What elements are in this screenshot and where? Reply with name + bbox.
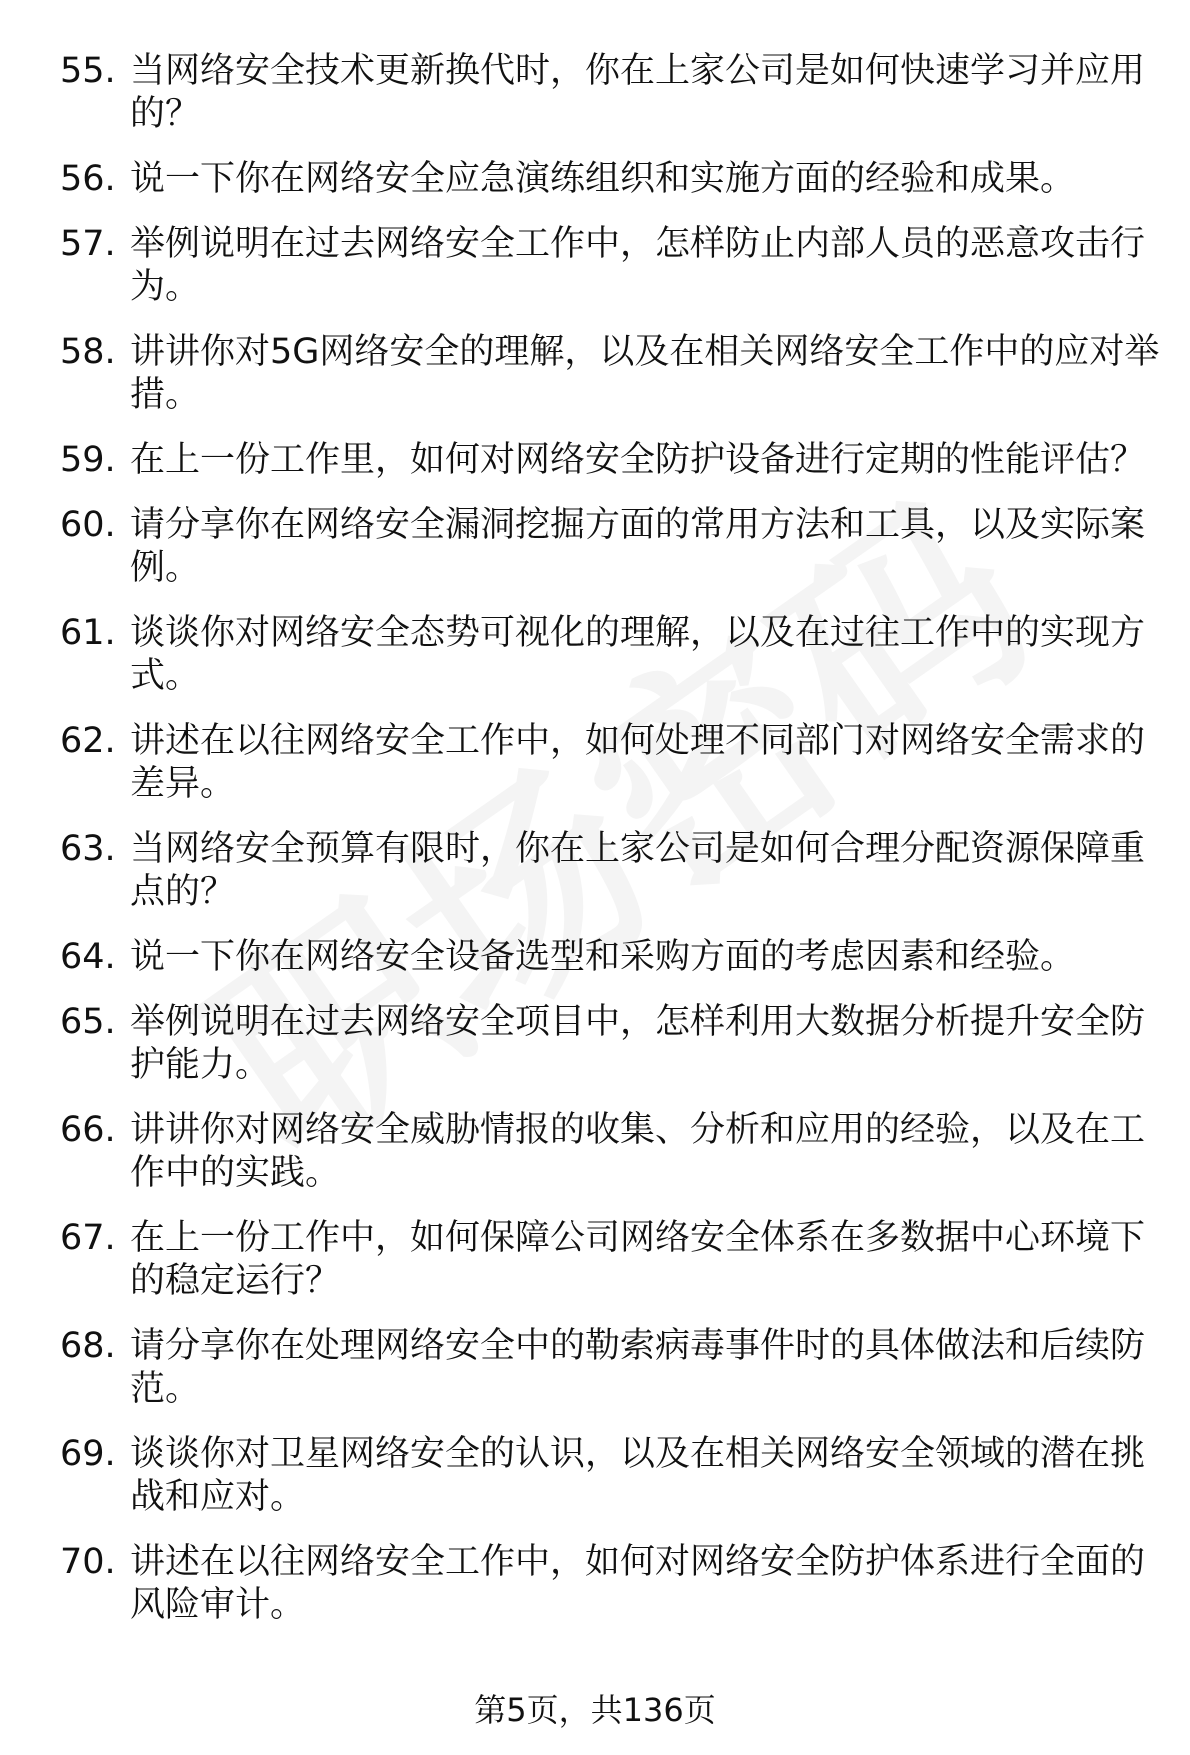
question-number: 62. — [60, 721, 116, 761]
question-text: 说一下你在网络安全设备选型和采购方面的考虑因素和经验。 — [130, 937, 1076, 977]
question-text: 讲讲你对5G网络安全的理解，以及在相关网络安全工作中的应对举措。 — [130, 332, 1160, 415]
question-item — [60, 1109, 1170, 1195]
question-number: 56. — [60, 159, 116, 199]
question-number: 59. — [60, 440, 116, 480]
question-number: 66. — [60, 1110, 116, 1150]
question-text: 举例说明在过去网络安全项目中，怎样利用大数据分析提升安全防护能力。 — [130, 1002, 1146, 1085]
question-item — [60, 223, 1170, 309]
question-number: 57. — [60, 224, 116, 264]
page-footer: 第5页，共136页 — [474, 1691, 716, 1729]
question-item — [60, 439, 1170, 482]
question-text: 讲述在以往网络安全工作中，如何对网络安全防护体系进行全面的风险审计。 — [130, 1542, 1146, 1625]
question-item — [60, 504, 1170, 590]
question-item — [60, 1217, 1170, 1303]
question-number: 68. — [60, 1326, 116, 1366]
question-number: 65. — [60, 1002, 116, 1042]
question-item — [60, 158, 1170, 201]
question-item — [60, 612, 1170, 698]
question-item — [60, 331, 1170, 417]
question-text: 说一下你在网络安全应急演练组织和实施方面的经验和成果。 — [130, 159, 1076, 199]
question-item — [60, 1325, 1170, 1411]
question-number: 60. — [60, 505, 116, 545]
question-text: 当网络安全技术更新换代时，你在上家公司是如何快速学习并应用的？ — [130, 51, 1146, 134]
question-text: 当网络安全预算有限时，你在上家公司是如何合理分配资源保障重点的？ — [130, 829, 1146, 912]
question-list — [60, 50, 1170, 1649]
question-item — [60, 720, 1170, 806]
question-number: 67. — [60, 1218, 116, 1258]
question-item — [60, 936, 1170, 979]
question-number: 58. — [60, 332, 116, 372]
question-number: 55. — [60, 51, 116, 91]
question-text: 请分享你在网络安全漏洞挖掘方面的常用方法和工具，以及实际案例。 — [130, 505, 1146, 588]
question-text: 讲讲你对网络安全威胁情报的收集、分析和应用的经验，以及在工作中的实践。 — [130, 1110, 1146, 1193]
question-item — [60, 828, 1170, 914]
question-text: 讲述在以往网络安全工作中，如何处理不同部门对网络安全需求的差异。 — [130, 721, 1146, 804]
question-text: 谈谈你对卫星网络安全的认识，以及在相关网络安全领域的潜在挑战和应对。 — [130, 1434, 1146, 1517]
question-text: 在上一份工作中，如何保障公司网络安全体系在多数据中心环境下的稳定运行？ — [130, 1218, 1146, 1301]
question-number: 69. — [60, 1434, 116, 1474]
question-number: 61. — [60, 613, 116, 653]
question-item — [60, 1001, 1170, 1087]
question-number: 63. — [60, 829, 116, 869]
question-item — [60, 50, 1170, 136]
question-text: 在上一份工作里，如何对网络安全防护设备进行定期的性能评估？ — [130, 440, 1146, 480]
question-number: 70. — [60, 1542, 116, 1582]
question-item — [60, 1541, 1170, 1627]
question-text: 举例说明在过去网络安全工作中，怎样防止内部人员的恶意攻击行为。 — [130, 224, 1146, 307]
question-number: 64. — [60, 937, 116, 977]
question-text: 谈谈你对网络安全态势可视化的理解，以及在过往工作中的实现方式。 — [130, 613, 1146, 696]
question-text: 请分享你在处理网络安全中的勒索病毒事件时的具体做法和后续防范。 — [130, 1326, 1146, 1409]
question-item — [60, 1433, 1170, 1519]
